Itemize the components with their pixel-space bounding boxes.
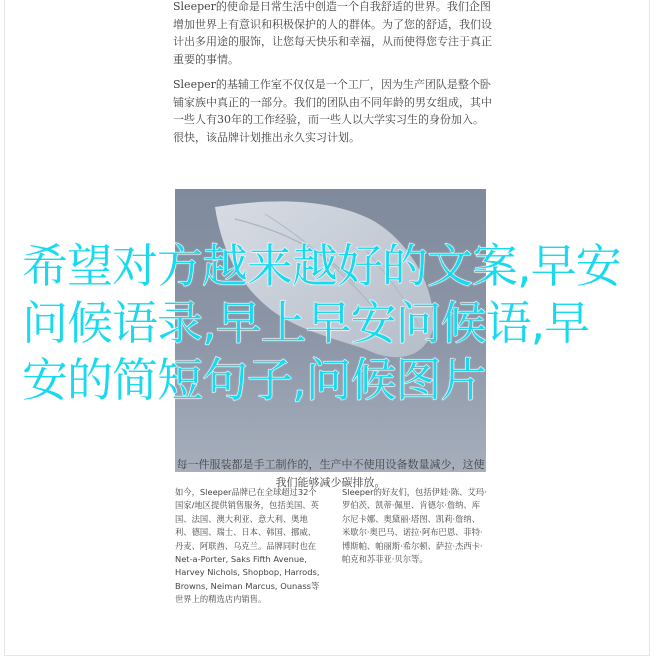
photo-caption: 每一件服装都是手工制作的，生产中不使用设备数量减少，这使我们能够减少碳排放。 [176,458,485,489]
article-paragraph-studio: Sleeper的基辅工作室不仅仅是一个工厂，因为生产团队是整个卧铺家族中真正的一部分。我们的团队由不同年龄的男女组成，其中一些人有30年的工作经验，而一些人以大学实习生的身份加入。很快，该品牌计划推出永久实习计划。 [173,78,492,144]
article-paragraph-mission: Sleeper的使命是日常生活中创造一个自我舒适的世界。我们企图增加世界上有意识和积极保护的人的群体。为了您的舒适，我们设计出多用途的服饰，让您每天快乐和幸福，从而使得您专注于真正重要的事情。 [173,0,492,66]
article-column-left: 如今，Sleeper品牌已在全球超过32个国家/地区提供销售服务，包括美国、英国、法国、澳大利亚、意大利、奥地利、德国、瑞士、日本、韩国、挪威、丹麦、阿联酋、乌克兰。品牌同时也在Net-a-Porter, Saks Fifth Avenue, Harvey Nichols, Shopbop, Harrods, Browns, Neiman Marcus, Ounass等世界上的精选店内销售。 [175,487,320,605]
article-column-right: Sleeper的好友们，包括伊娃·陈、艾玛·罗伯茨、凯蒂·佩里、肯德尔·詹纳、库尔尼卡娜、奥黛丽·塔图、凯莉·詹纳、米歇尔·奥巴马、诺拉·阿布巴恩、菲特·博斯帕、帕丽斯·希尔顿、萨拉·杰西卡·帕克和苏菲亚·贝尔等。 [342,487,487,565]
overlay-headline: 希望对方越来越好的文案,早安问候语录,早上早安问候语,早安的简短句子,问候图片 [22,239,621,407]
